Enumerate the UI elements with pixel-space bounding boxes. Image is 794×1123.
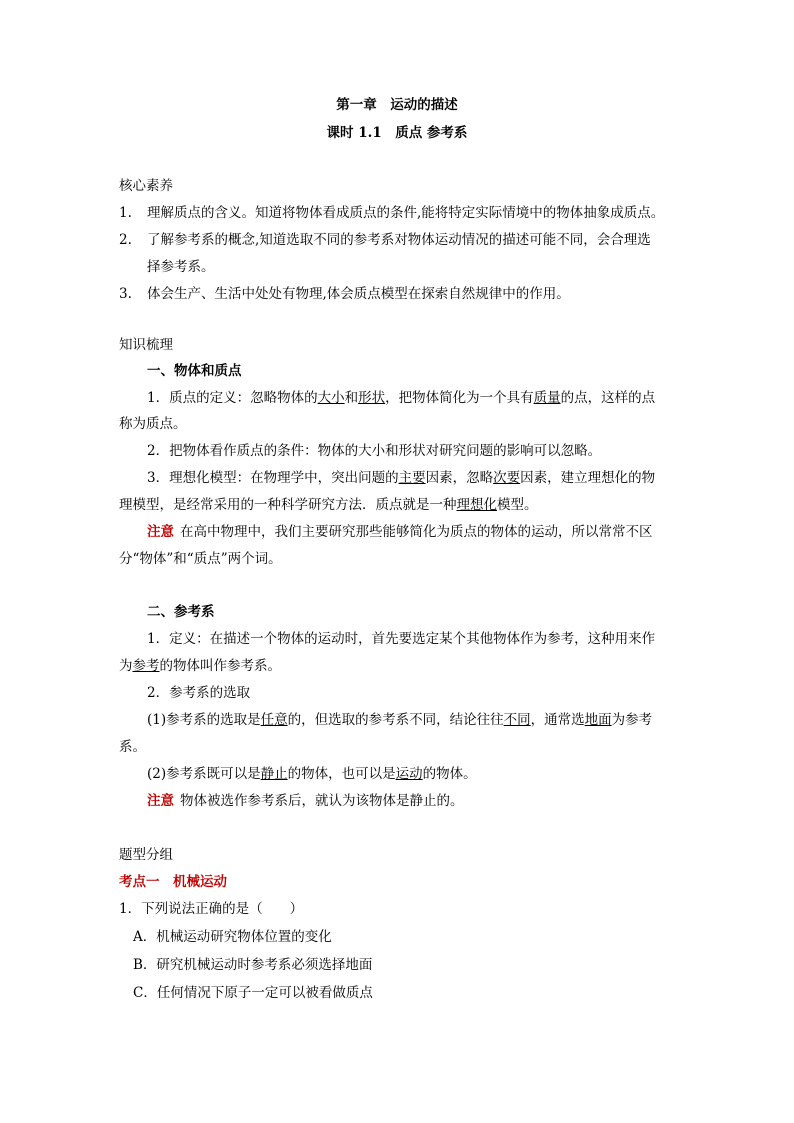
core-item-3: [119, 284, 570, 304]
section-2-para-4: [147, 764, 477, 784]
section-1-para-3: [147, 468, 655, 488]
practice-heading: 题型分组: [119, 847, 173, 863]
section-2-para-1-continuation: [119, 656, 281, 676]
underlined-term: 地面: [584, 712, 612, 728]
text-run: ，通常选: [530, 712, 585, 728]
underlined-term: 参考: [132, 658, 160, 674]
underlined-term: 理想化: [456, 497, 497, 513]
text-run: 1．质点的定义：忽略物体的: [147, 390, 318, 406]
text-run: 为: [119, 658, 133, 674]
note-text: 物体被选作参考系后，就认为该物体是静止的。: [180, 793, 464, 809]
underlined-term: 不同: [503, 712, 531, 728]
section-1-para-1-continuation: 称为质点。: [119, 416, 187, 432]
underlined-term: 静止: [260, 766, 288, 782]
text-run: (2)参考系既可以是: [147, 766, 261, 782]
section-2-para-1: 1．定义：在描述一个物体的运动时，首先要选定某个其他物体作为参考，这种用来作: [147, 631, 656, 647]
text-run: 的物体，也可以是: [287, 766, 396, 782]
section-1-note: [147, 522, 653, 542]
note-text: 在高中物理中，我们主要研究那些能够简化为质点的物体的运动，所以常常不区: [180, 524, 653, 540]
underlined-term: 次要: [493, 470, 521, 486]
core-item-number: 1.: [119, 205, 132, 221]
section-2-title: 二、参考系: [147, 604, 215, 620]
core-item-2: [119, 230, 651, 250]
topic-title: 考点一 机械运动: [119, 874, 227, 890]
text-run: (1)参考系的选取是: [147, 712, 261, 728]
section-1-para-3-continuation: [119, 495, 538, 515]
section-2-para-3: [147, 710, 652, 730]
section-1-note-continuation: 分“物体”和“质点”两个词。: [119, 551, 282, 567]
text-run: 3．理想化模型：在物理学中，突出问题的: [147, 470, 399, 486]
text-run: 的点，这样的点: [560, 390, 656, 406]
section-1-title: 一、物体和质点: [147, 363, 242, 379]
text-run: 理模型，是经常采用的一种科学研究方法．质点就是一种: [119, 497, 457, 513]
core-item-1: [119, 203, 664, 223]
underlined-term: 任意: [260, 712, 288, 728]
note-label: 注意: [147, 524, 174, 540]
text-run: 因素，忽略: [425, 470, 494, 486]
section-2-para-2: 2．参考系的选取: [147, 685, 251, 701]
text-run: ，把物体简化为一个具有: [385, 390, 534, 406]
text-run: 和: [344, 390, 359, 406]
core-item-text: 理解质点的含义。知道将物体看成质点的条件,能将特定实际情境中的物体抽象成质点。: [147, 205, 665, 221]
core-item-text: 体会生产、生活中处处有物理,体会质点模型在探索自然规律中的作用。: [147, 286, 570, 302]
section-2-note: [147, 791, 464, 811]
text-run: 为参考: [611, 712, 653, 728]
core-item-number: 2.: [119, 232, 132, 248]
section-1-para-1: [147, 388, 655, 408]
section-1-para-2: 2．把物体看作质点的条件：物体的大小和形状对研究问题的影响可以忽略。: [147, 443, 602, 459]
text-run: 的物体。: [422, 766, 477, 782]
underlined-term: 大小: [317, 390, 345, 406]
text-run: 因素，建立理想化的物: [520, 470, 656, 486]
core-item-2-continuation: 择参考系。: [147, 259, 215, 275]
core-item-text: 了解参考系的概念,知道选取不同的参考系对物体运动情况的描述可能不同，会合理选: [147, 232, 651, 248]
lesson-title: 课时 1.1 质点 参考系: [326, 125, 468, 141]
question-1: 1．下列说法正确的是（ ）: [119, 901, 304, 917]
section-2-para-3-continuation: 系。: [119, 739, 146, 755]
text-run: 的物体叫作参考系。: [159, 658, 281, 674]
underlined-term: 主要: [398, 470, 426, 486]
note-label: 注意: [147, 793, 174, 809]
knowledge-heading: 知识梳理: [119, 337, 173, 353]
underlined-term: 质量: [533, 390, 561, 406]
option-b[interactable]: B．研究机械运动时参考系必须选择地面: [133, 957, 373, 973]
underlined-term: 运动: [395, 766, 423, 782]
core-heading: 核心素养: [119, 178, 173, 194]
underlined-term: 形状: [358, 390, 386, 406]
text-run: 模型。: [497, 497, 538, 513]
text-run: 的，但选取的参考系不同，结论往往: [287, 712, 504, 728]
chapter-title: 第一章 运动的描述: [336, 97, 458, 113]
option-c[interactable]: C．任何情况下原子一定可以被看做质点: [133, 985, 373, 1001]
core-item-number: 3.: [119, 286, 132, 302]
option-a[interactable]: A．机械运动研究物体位置的变化: [133, 929, 332, 945]
